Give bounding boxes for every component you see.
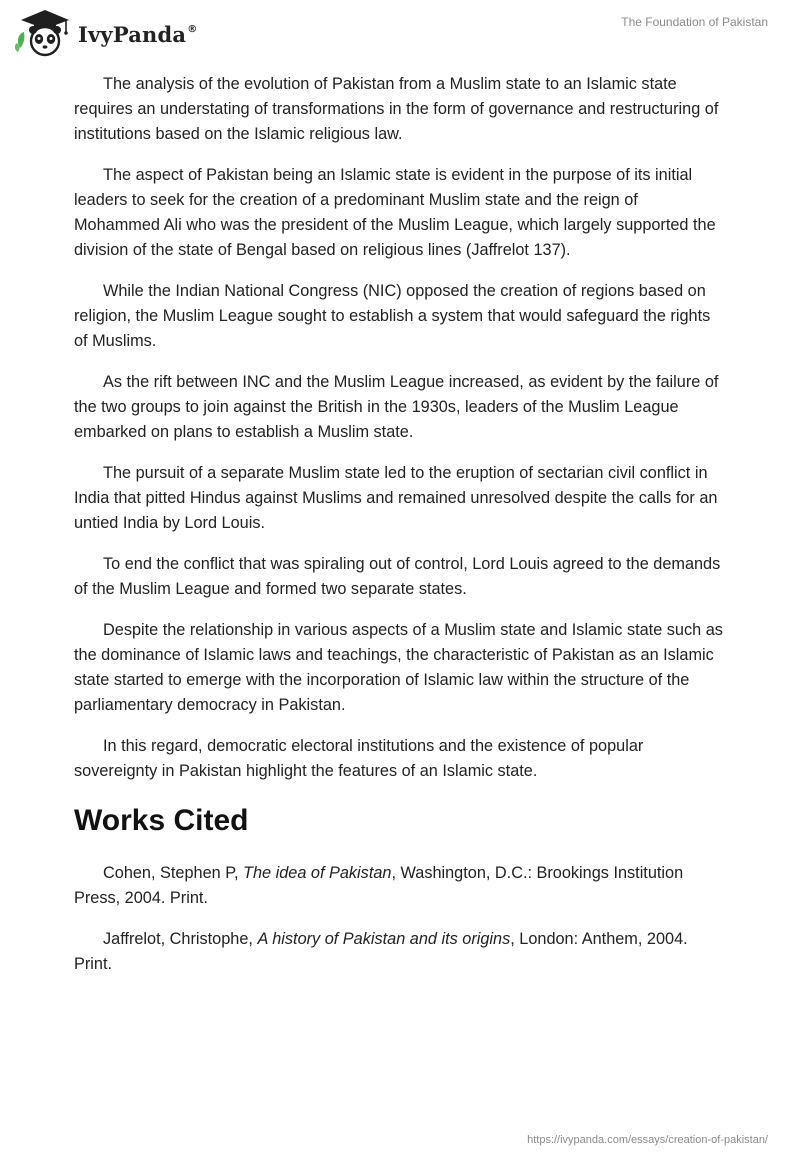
essay-content [74, 72, 726, 993]
body-paragraph: In this regard, democratic electoral institutions and the existence of popular sovereignty in Pakistan highlight the features of an Islamic state. [74, 737, 644, 780]
source-url[interactable]: https://ivypanda.com/essays/creation-of-pakistan/ [527, 1134, 768, 1146]
citation-entry [74, 927, 726, 977]
citation-title: The idea of Pakistan [243, 864, 392, 882]
citation-publication: , London: Anthem, 2004. Print. [74, 930, 688, 973]
works-cited-heading: Works Cited [74, 804, 249, 837]
citation-publication: , Washington, D.C.: Brookings Institution Press, 2004. Print. [74, 864, 684, 907]
ivypanda-logo[interactable] [14, 8, 197, 58]
body-paragraph: The analysis of the evolution of Pakistan from a Muslim state to an Islamic state requires an understating of transformations in the form of governance and restructuring of institutions based on the Islamic religious law. [74, 75, 719, 143]
body-paragraph: To end the conflict that was spiraling out of control, Lord Louis agreed to the demands of the Muslim League and formed two separate states. [74, 555, 721, 598]
citation-author: Jaffrelot, Christophe, [103, 930, 258, 948]
document-title: The Foundation of Pakistan [621, 15, 768, 29]
brand-name: IvyPanda® [78, 21, 198, 47]
page-header [0, 0, 800, 70]
citation-title: A history of Pakistan and its origins [257, 930, 511, 948]
citation-author: Cohen, Stephen P, [103, 864, 244, 882]
citation-entry [74, 861, 726, 911]
body-paragraph: The aspect of Pakistan being an Islamic state is evident in the purpose of its initial leaders to seek for the creation of a predominant Muslim state and the reign of Mohammed Ali who was the president of the Muslim League, which largely supported the division of the state of Bengal based on religious lines (Jaffrelot 137). [74, 166, 716, 259]
panda-graduate-icon [14, 8, 76, 58]
body-paragraph: Despite the relationship in various aspects of a Muslim state and Islamic state such as the dominance of Islamic laws and teachings, the characteristic of Pakistan as an Islamic state started to emerge with the incorporation of Islamic law within the structure of the parliamentary democracy in Pakistan. [74, 621, 723, 714]
body-paragraph: As the rift between INC and the Muslim League increased, as evident by the failure of the two groups to join against the British in the 1930s, leaders of the Muslim League embarked on plans to establish a Muslim state. [74, 373, 719, 441]
registered-mark: ® [187, 23, 198, 35]
body-paragraph: The pursuit of a separate Muslim state led to the eruption of sectarian civil conflict in India that pitted Hindus against Muslims and remained unresolved despite the calls for an untied India by Lord Louis. [74, 464, 718, 532]
body-paragraph: While the Indian National Congress (NIC) opposed the creation of regions based on religion, the Muslim League sought to establish a system that would safeguard the rights of Muslims. [74, 282, 711, 350]
